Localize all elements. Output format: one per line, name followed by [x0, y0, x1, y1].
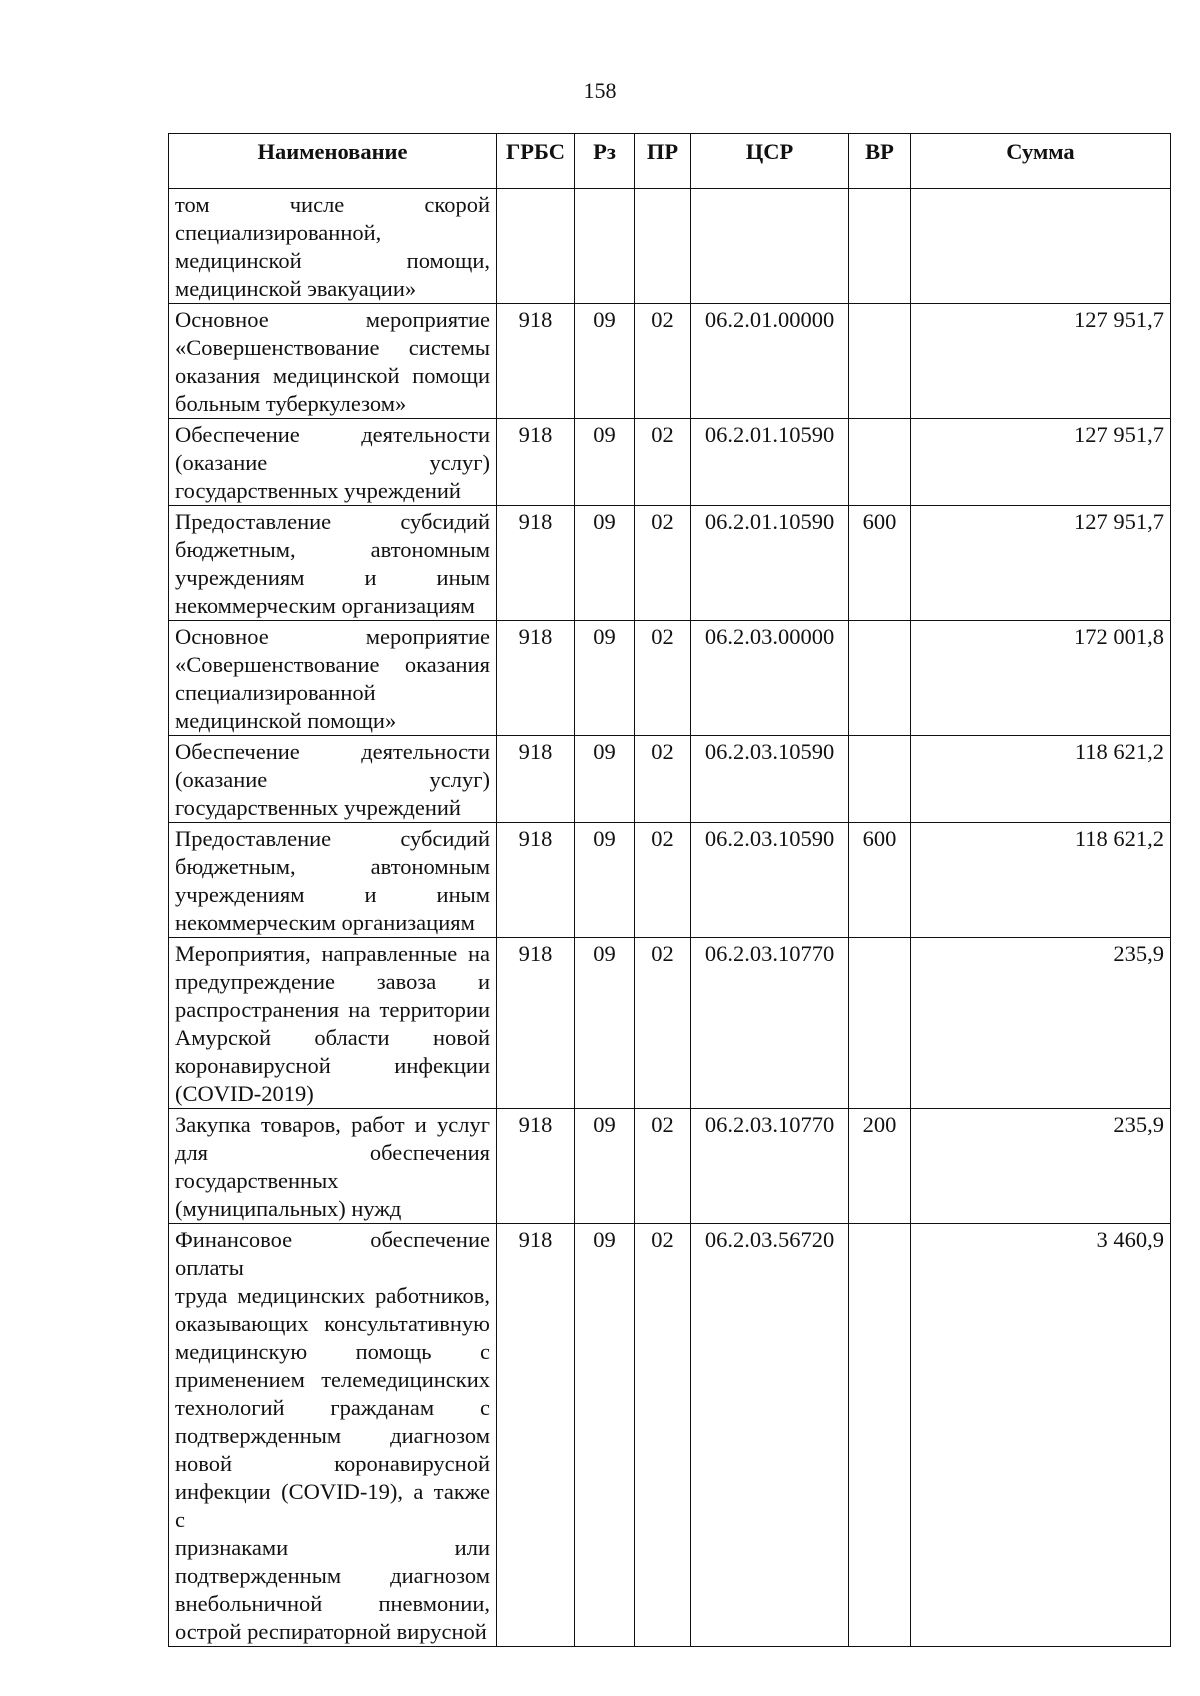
row-sum: 235,9: [911, 1109, 1171, 1224]
row-rz: 09: [575, 736, 635, 823]
row-name-line: Мероприятия, направленные на: [175, 941, 490, 966]
row-name: [169, 1109, 497, 1224]
row-name-line: Закупка товаров, работ и услуг: [175, 1112, 490, 1137]
row-name: [169, 419, 497, 506]
row-rz: 09: [575, 938, 635, 1109]
header-vr: ВР: [849, 134, 911, 189]
row-pr: 02: [635, 1109, 691, 1224]
row-name-line: медицинской помощи»: [175, 708, 397, 733]
row-grbs: 918: [497, 736, 575, 823]
row-grbs: 918: [497, 419, 575, 506]
table-row: [169, 736, 1171, 823]
row-name-line: оказывающих консультативную: [175, 1311, 490, 1336]
row-sum: 127 951,7: [911, 506, 1171, 621]
row-grbs: 918: [497, 938, 575, 1109]
row-grbs: 918: [497, 506, 575, 621]
page-number: 158: [583, 78, 617, 103]
row-grbs: 918: [497, 1109, 575, 1224]
row-vr: [849, 189, 911, 304]
row-vr: [849, 621, 911, 736]
row-name-line: труда медицинских работников,: [175, 1283, 490, 1308]
row-sum: 127 951,7: [911, 304, 1171, 419]
row-name-line: некоммерческим организациям: [175, 593, 475, 618]
row-name-line: том числе скорой: [175, 192, 490, 217]
row-name-line: (оказание услуг): [175, 450, 490, 475]
row-name: [169, 189, 497, 304]
row-csr: 06.2.03.10590: [691, 823, 849, 938]
row-sum: 127 951,7: [911, 419, 1171, 506]
header-rz: Рз: [575, 134, 635, 189]
row-name: [169, 736, 497, 823]
row-name-line: коронавирусной инфекции: [175, 1053, 490, 1078]
row-grbs: 918: [497, 1224, 575, 1647]
row-pr: 02: [635, 938, 691, 1109]
header-sum: Сумма: [911, 134, 1171, 189]
table-row: [169, 938, 1171, 1109]
row-vr: [849, 1224, 911, 1647]
row-name-line: некоммерческим организациям: [175, 910, 475, 935]
row-csr: 06.2.03.56720: [691, 1224, 849, 1647]
row-csr: 06.2.03.10770: [691, 1109, 849, 1224]
row-name-line: Предоставление субсидий: [175, 826, 490, 851]
row-sum: 235,9: [911, 938, 1171, 1109]
row-name-line: подтвержденным диагнозом: [175, 1423, 490, 1448]
row-pr: 02: [635, 1224, 691, 1647]
table-row: [169, 304, 1171, 419]
row-sum: 172 001,8: [911, 621, 1171, 736]
row-name: [169, 304, 497, 419]
table-row: [169, 419, 1171, 506]
row-vr: 600: [849, 823, 911, 938]
row-name-line: государственных учреждений: [175, 795, 461, 820]
row-name-line: больным туберкулезом»: [175, 391, 407, 416]
table-row: [169, 506, 1171, 621]
row-rz: 09: [575, 1109, 635, 1224]
table-row: [169, 1224, 1171, 1647]
budget-table: [168, 133, 1171, 1647]
row-pr: [635, 189, 691, 304]
row-name-line: Амурской области новой: [175, 1025, 490, 1050]
row-name-line: медицинской помощи,: [175, 248, 490, 273]
row-pr: 02: [635, 304, 691, 419]
row-name-line: медицинскую помощь с: [175, 1339, 490, 1364]
row-name: [169, 938, 497, 1109]
row-name-line: учреждениям и иным: [175, 882, 490, 907]
row-vr: [849, 304, 911, 419]
row-name-line: технологий гражданам с: [175, 1395, 490, 1420]
row-name-line: инфекции (COVID-19), а также с: [175, 1479, 490, 1532]
row-name-line: внебольничной пневмонии,: [175, 1591, 490, 1616]
table-row: [169, 823, 1171, 938]
row-rz: [575, 189, 635, 304]
header-name: Наименование: [169, 134, 497, 189]
row-pr: 02: [635, 823, 691, 938]
row-grbs: 918: [497, 304, 575, 419]
row-vr: [849, 736, 911, 823]
row-name-line: «Совершенствование оказания: [175, 652, 490, 677]
header-csr: ЦСР: [691, 134, 849, 189]
row-name-line: «Совершенствование системы: [175, 335, 490, 360]
row-name-line: учреждениям и иным: [175, 565, 490, 590]
row-csr: 06.2.03.10590: [691, 736, 849, 823]
row-name-line: Обеспечение деятельности: [175, 422, 490, 447]
row-rz: 09: [575, 823, 635, 938]
row-grbs: 918: [497, 621, 575, 736]
header-grbs: ГРБС: [497, 134, 575, 189]
row-csr: 06.2.01.00000: [691, 304, 849, 419]
row-grbs: [497, 189, 575, 304]
row-name-line: предупреждение завоза и: [175, 969, 490, 994]
row-pr: 02: [635, 736, 691, 823]
row-vr: 600: [849, 506, 911, 621]
row-name-line: острой респираторной вирусной: [175, 1619, 487, 1644]
row-vr: [849, 938, 911, 1109]
row-name-line: распространения на территории: [175, 997, 490, 1022]
row-sum: 118 621,2: [911, 823, 1171, 938]
row-sum: 3 460,9: [911, 1224, 1171, 1647]
row-sum: [911, 189, 1171, 304]
row-name-line: Основное мероприятие: [175, 624, 490, 649]
row-vr: 200: [849, 1109, 911, 1224]
row-sum: 118 621,2: [911, 736, 1171, 823]
row-name-line: бюджетным, автономным: [175, 537, 490, 562]
row-rz: 09: [575, 621, 635, 736]
row-name-line: медицинской эвакуации»: [175, 276, 417, 301]
row-name-line: (оказание услуг): [175, 767, 490, 792]
row-csr: 06.2.03.00000: [691, 621, 849, 736]
row-name-line: специализированной: [175, 680, 376, 705]
row-name: [169, 823, 497, 938]
table-row: [169, 1109, 1171, 1224]
row-name: [169, 506, 497, 621]
row-pr: 02: [635, 506, 691, 621]
row-grbs: 918: [497, 823, 575, 938]
table-row: [169, 189, 1171, 304]
row-name-line: применением телемедицинских: [175, 1367, 490, 1392]
row-rz: 09: [575, 304, 635, 419]
row-name-line: бюджетным, автономным: [175, 854, 490, 879]
row-vr: [849, 419, 911, 506]
row-name-line: Обеспечение деятельности: [175, 739, 490, 764]
row-csr: [691, 189, 849, 304]
table-header-row: [169, 134, 1171, 189]
row-name-line: (COVID-2019): [175, 1081, 314, 1106]
row-name-line: (муниципальных) нужд: [175, 1196, 402, 1221]
row-name-line: для обеспечения: [175, 1140, 490, 1165]
row-csr: 06.2.01.10590: [691, 419, 849, 506]
row-name-line: государственных: [175, 1168, 339, 1193]
row-name: [169, 621, 497, 736]
row-rz: 09: [575, 506, 635, 621]
row-name-line: подтвержденным диагнозом: [175, 1563, 490, 1588]
row-name: [169, 1224, 497, 1647]
row-name-line: Основное мероприятие: [175, 307, 490, 332]
row-name-line: специализированной,: [175, 220, 382, 245]
table-row: [169, 621, 1171, 736]
row-name-line: оказания медицинской помощи: [175, 363, 490, 388]
row-name-line: Финансовое обеспечение оплаты: [175, 1227, 490, 1280]
row-name-line: Предоставление субсидий: [175, 509, 490, 534]
row-name-line: новой коронавирусной: [175, 1451, 490, 1476]
row-name-line: признаками или: [175, 1535, 490, 1560]
row-csr: 06.2.01.10590: [691, 506, 849, 621]
row-csr: 06.2.03.10770: [691, 938, 849, 1109]
row-pr: 02: [635, 621, 691, 736]
row-rz: 09: [575, 1224, 635, 1647]
row-name-line: государственных учреждений: [175, 478, 461, 503]
table-body: [169, 189, 1171, 1647]
row-pr: 02: [635, 419, 691, 506]
header-pr: ПР: [635, 134, 691, 189]
row-rz: 09: [575, 419, 635, 506]
